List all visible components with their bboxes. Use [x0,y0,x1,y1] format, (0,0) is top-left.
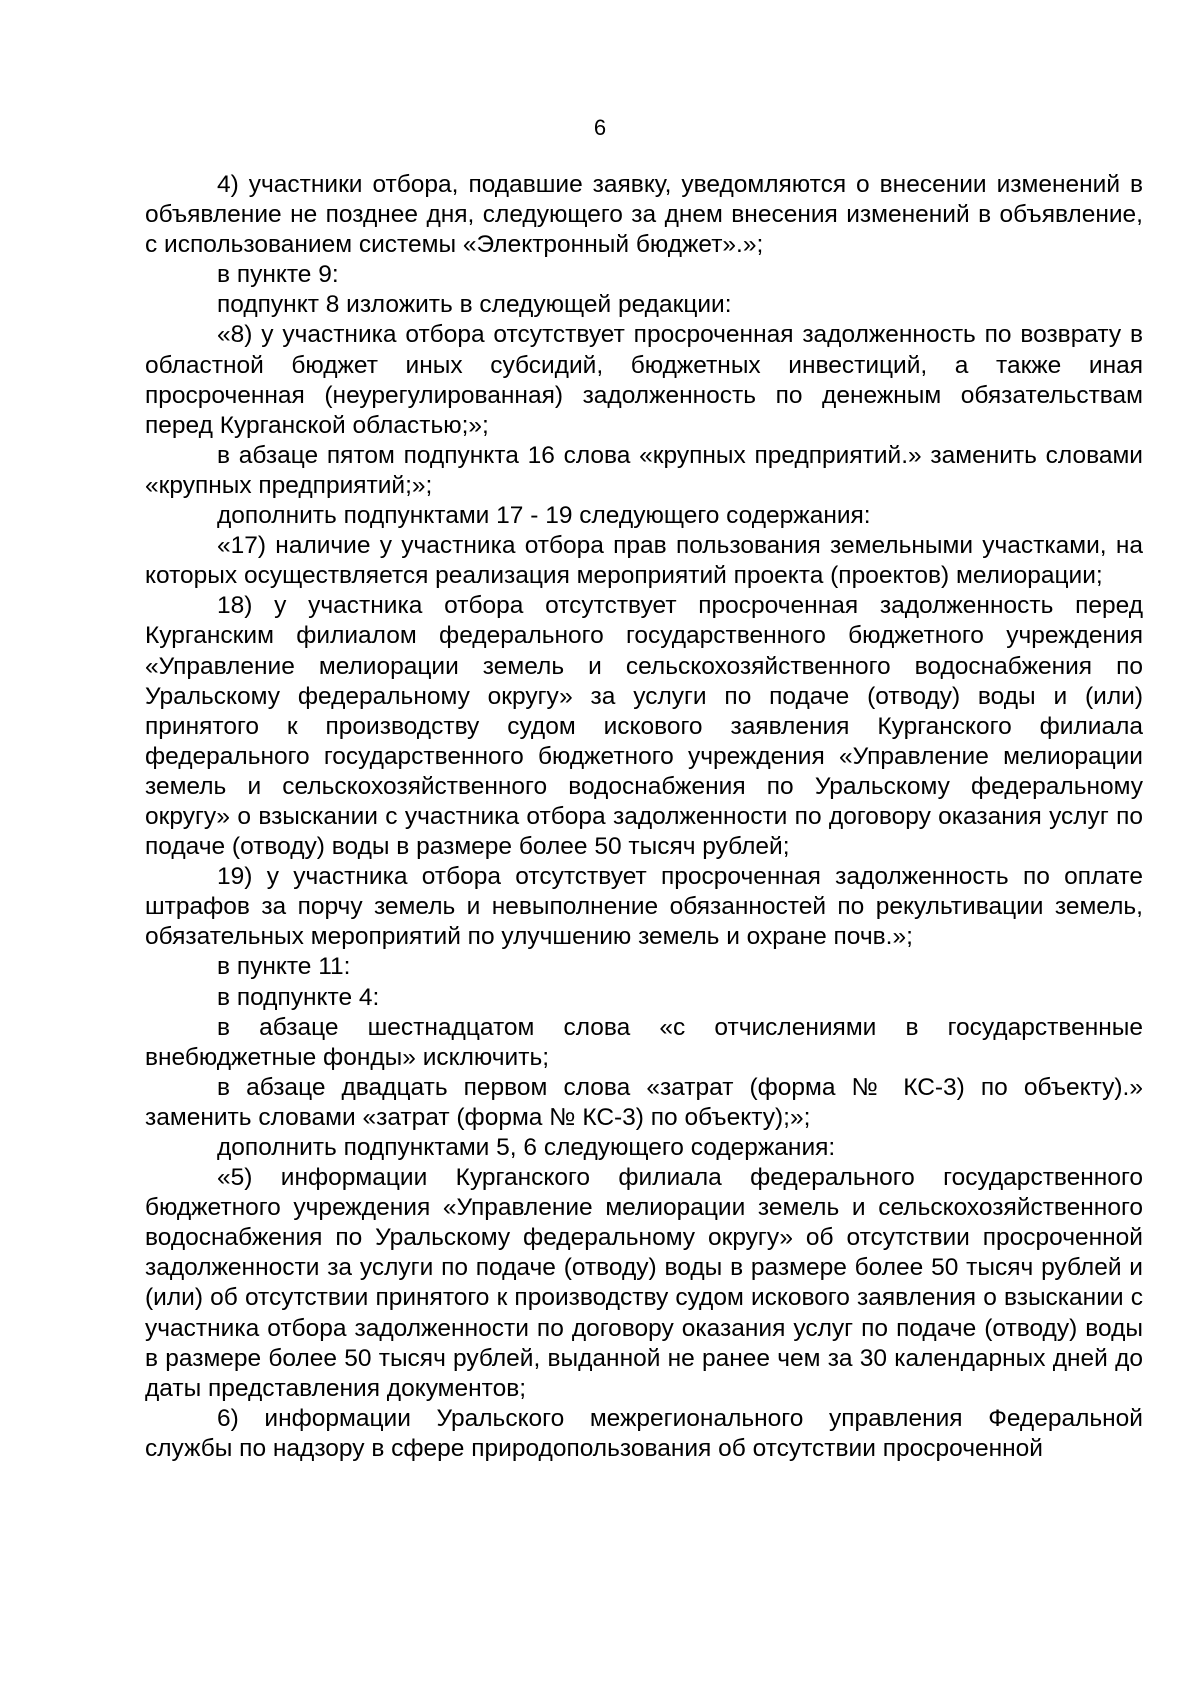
paragraph-subitem-5: «5) информации Курганского филиала федерального государственного бюджетного учреждения «Управление мелиорации земель и сельскохозяйственного водоснабжения по Уральскому федеральному округу» об отсутствии просроченной задолженности за услуги по подаче (отводу) воды в размере более 50 тысяч рублей и (или) об отсутствии принятого к производству судом искового заявления о взыскании с участника отбора задолженности по договору оказания услуг по подаче (отводу) воды в размере более 50 тысяч рублей, выданной не ранее чем за 30 календарных дней до даты представления документов; [145,1164,1143,1402]
paragraph-subpoint-4: в подпункте 4: [217,983,380,1011]
paragraph-subitem-19: 19) у участника отбора отсутствует просроченная задолженность по оплате штрафов за порчу земель и невыполнение обязанностей по рекультивации земель, обязательных мероприятий по улучшению земель и охране почв.»; [145,863,1143,951]
paragraph-subitem-8-intro: подпункт 8 изложить в следующей редакции: [217,291,732,319]
paragraph-subitem-6: 6) информации Уральского межрегионального управления Федеральной службы по надзору в сфере природопользования об отсутствии просроченной [145,1404,1143,1462]
paragraph-abzac-21: в абзаце двадцать первом слова «затрат (форма № КС-3) по объекту).» заменить словами «затрат (форма № КС-3) по объекту);»; [145,1073,1143,1131]
paragraph-subitem-17: «17) наличие у участника отбора прав пользования земельными участками, на которых осуществляется реализация мероприятий проекта (проектов) мелиорации; [145,532,1143,590]
paragraph-add-subitems-17-19: дополнить подпунктами 17 - 19 следующего содержания: [217,502,871,530]
document-body [145,170,1143,1464]
paragraph-point-9: в пункте 9: [217,261,339,289]
page-number: 6 [593,115,607,140]
paragraph-add-subitems-5-6: дополнить подпунктами 5, 6 следующего содержания: [217,1134,836,1161]
paragraph-point-11: в пункте 11: [217,953,351,981]
paragraph-subitem-8-text: «8) у участника отбора отсутствует просроченная задолженность по возврату в областной бюджет иных субсидий, бюджетных инвестиций, а также иная просроченная (неурегулированная) задолженность по денежным обязательствам перед Курганской областью;»; [145,321,1143,439]
paragraph-subitem-16-amend: в абзаце пятом подпункта 16 слова «крупных предприятий.» заменить словами «крупных предприятий;»; [145,441,1143,499]
paragraph-abzac-16: в абзаце шестнадцатом слова «с отчислениями в государственные внебюджетные фонды» исключить; [145,1013,1143,1071]
paragraph-subitem-18: 18) у участника отбора отсутствует просроченная задолженность перед Курганским филиалом федерального государственного бюджетного учреждения «Управление мелиорации земель и сельскохозяйственного водоснабжения по Уральскому федеральному округу» за услуги по подаче (отводу) воды и (или) принятого к производству судом искового заявления Курганского филиала федерального государственного бюджетного учреждения «Управление мелиорации земель и сельскохозяйственного водоснабжения по Уральскому федеральному округу» о взыскании с участника отбора задолженности по договору оказания услуг по подаче (отводу) воды в размере более 50 тысяч рублей; [145,592,1143,861]
paragraph-subitem-4-notification: 4) участники отбора, подавшие заявку, уведомляются о внесении изменений в объявление не позднее дня, следующего за днем внесения изменений в объявление, с использованием системы «Электронный бюджет».»; [145,171,1143,259]
